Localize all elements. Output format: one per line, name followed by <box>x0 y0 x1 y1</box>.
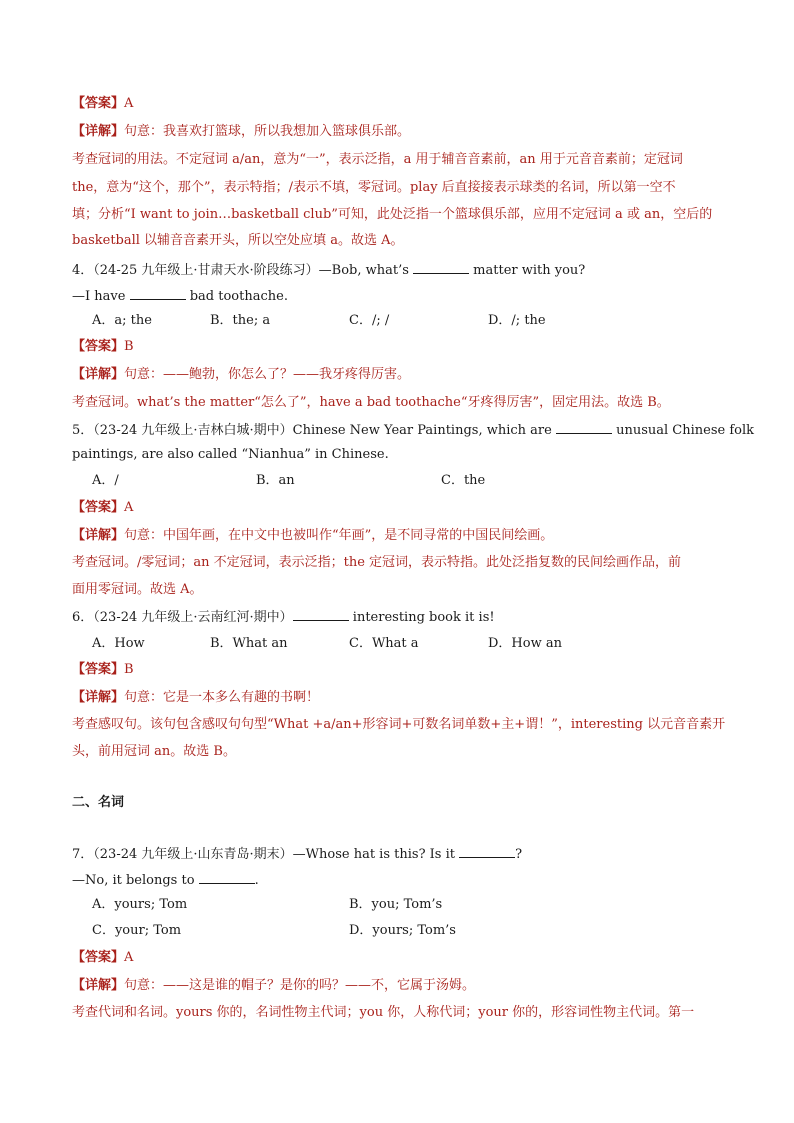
detail-line <box>72 367 724 383</box>
answer-value: A <box>124 950 134 965</box>
section-heading: 二、名词 <box>72 795 125 810</box>
question-5-line2: paintings, are also called “Nianhua” in Chinese. <box>72 447 389 462</box>
answer-tag: 【答案】 <box>72 96 125 111</box>
answer-blank <box>459 845 515 858</box>
question-text: —I have <box>72 289 126 304</box>
analysis-line: 考查冠词的用法。不定冠词 a/an，意为“一”，表示泛指，a 用于辅音音素前，an 用于元音音素前；定冠词 <box>72 152 683 167</box>
answer-tag: 【答案】 <box>72 950 125 965</box>
analysis-line: 考查代词和名词。yours 你的，名词性物主代词；you 你，人称代词；your 你的，形容词性物主代词。第一 <box>72 1005 695 1020</box>
question-text: unusual Chinese folk <box>616 423 755 438</box>
option-b: B．What an <box>210 636 288 651</box>
analysis-line: 填；分析“I want to join…basketball club”可知，此处泛指一个篮球俱乐部，应用不定冠词 a 或 an，空后的 <box>72 207 713 222</box>
answer-blank <box>130 287 186 300</box>
detail-tag: 【详解】 <box>72 978 125 993</box>
option-c: C．your; Tom <box>92 923 182 938</box>
answer-line <box>72 662 724 678</box>
option-b: B．the; a <box>210 313 271 328</box>
option-a: A．yours; Tom <box>92 897 188 912</box>
detail-tag: 【详解】 <box>72 367 125 382</box>
analysis-line: 考查感叹句。该句包含感叹句句型“What +a/an+形容词+可数名词单数+主+谓！”，interesting 以元音音素开 <box>72 717 726 732</box>
option-d: D．How an <box>488 636 562 651</box>
question-text: 7．（23-24 九年级上·山东青岛·期末）—Whose hat is this? Is it <box>72 847 455 862</box>
answer-value: A <box>124 500 134 515</box>
option-c: C．/; / <box>349 313 390 328</box>
question-text: 6．（23-24 九年级上·云南红河·期中） <box>72 610 293 625</box>
analysis-line: 考查冠词。/零冠词；an 不定冠词，表示泛指；the 定冠词，表示特指。此处泛指复数的民间绘画作品，前 <box>72 555 682 570</box>
analysis-line: 面用零冠词。故选 A。 <box>72 582 203 597</box>
answer-blank <box>556 421 612 434</box>
option-a: A．How <box>92 636 145 651</box>
answer-line <box>72 339 724 355</box>
detail-tag: 【详解】 <box>72 690 125 705</box>
answer-tag: 【答案】 <box>72 339 125 354</box>
detail-text: 句意：它是一本多么有趣的书啊！ <box>124 690 320 705</box>
detail-tag: 【详解】 <box>72 124 125 139</box>
answer-line <box>72 500 724 516</box>
detail-tag: 【详解】 <box>72 528 125 543</box>
option-a: A．a; the <box>92 313 152 328</box>
option-d: D．yours; Tom’s <box>349 923 456 938</box>
answer-tag: 【答案】 <box>72 662 125 677</box>
question-text: interesting book it is! <box>352 610 495 625</box>
detail-text: 句意：我喜欢打篮球，所以我想加入篮球俱乐部。 <box>124 124 411 139</box>
option-c: C．What a <box>349 636 419 651</box>
question-text: —No, it belongs to <box>72 873 195 888</box>
answer-blank <box>199 871 255 884</box>
question-text: 4．（24-25 九年级上·甘肃天水·阶段练习）—Bob, what’s <box>72 263 409 278</box>
detail-text: 句意：中国年画，在中文中也被叫作“年画”，是不同寻常的中国民间绘画。 <box>124 528 554 543</box>
answer-blank <box>413 261 469 274</box>
answer-line <box>72 96 724 112</box>
question-text: matter with you? <box>473 263 586 278</box>
question-4-stem <box>72 261 724 279</box>
question-7-line2 <box>72 871 724 889</box>
question-text: 5．（23-24 九年级上·吉林白城·期中）Chinese New Year Paintings, which are <box>72 423 552 438</box>
analysis-line: basketball 以辅音音素开头，所以空处应填 a。故选 A。 <box>72 233 404 248</box>
answer-value: B <box>124 339 134 354</box>
detail-line <box>72 124 724 140</box>
question-text: bad toothache. <box>189 289 288 304</box>
analysis-line: the，意为“这个，那个”，表示特指；/表示不填，零冠词。play 后直接接表示球类的名词，所以第一空不 <box>72 180 676 195</box>
analysis-line: 头，前用冠词 an。故选 B。 <box>72 744 236 759</box>
option-a: A．/ <box>92 473 119 488</box>
answer-line <box>72 950 724 966</box>
detail-line <box>72 528 724 544</box>
detail-text: 句意：——这是谁的帽子？是你的吗？——不，它属于汤姆。 <box>124 978 476 993</box>
answer-tag: 【答案】 <box>72 500 125 515</box>
question-4-line2 <box>72 287 724 305</box>
question-5-stem <box>72 421 755 439</box>
question-text: . <box>254 873 259 888</box>
question-7-stem <box>72 845 724 863</box>
detail-line <box>72 978 724 994</box>
answer-value: A <box>124 96 134 111</box>
detail-line <box>72 690 724 706</box>
option-d: D．/; the <box>488 313 546 328</box>
option-c: C．the <box>441 473 486 488</box>
option-b: B．an <box>256 473 295 488</box>
detail-text: 句意：——鲍勃，你怎么了？——我牙疼得厉害。 <box>124 367 411 382</box>
question-text: ? <box>515 847 523 862</box>
answer-value: B <box>124 662 134 677</box>
analysis-line: 考查冠词。what’s the matter“怎么了”，have a bad toothache“牙疼得厉害”，固定用法。故选 B。 <box>72 395 670 410</box>
answer-blank <box>293 608 349 621</box>
question-6-stem <box>72 608 724 626</box>
option-b: B．you; Tom’s <box>349 897 443 912</box>
